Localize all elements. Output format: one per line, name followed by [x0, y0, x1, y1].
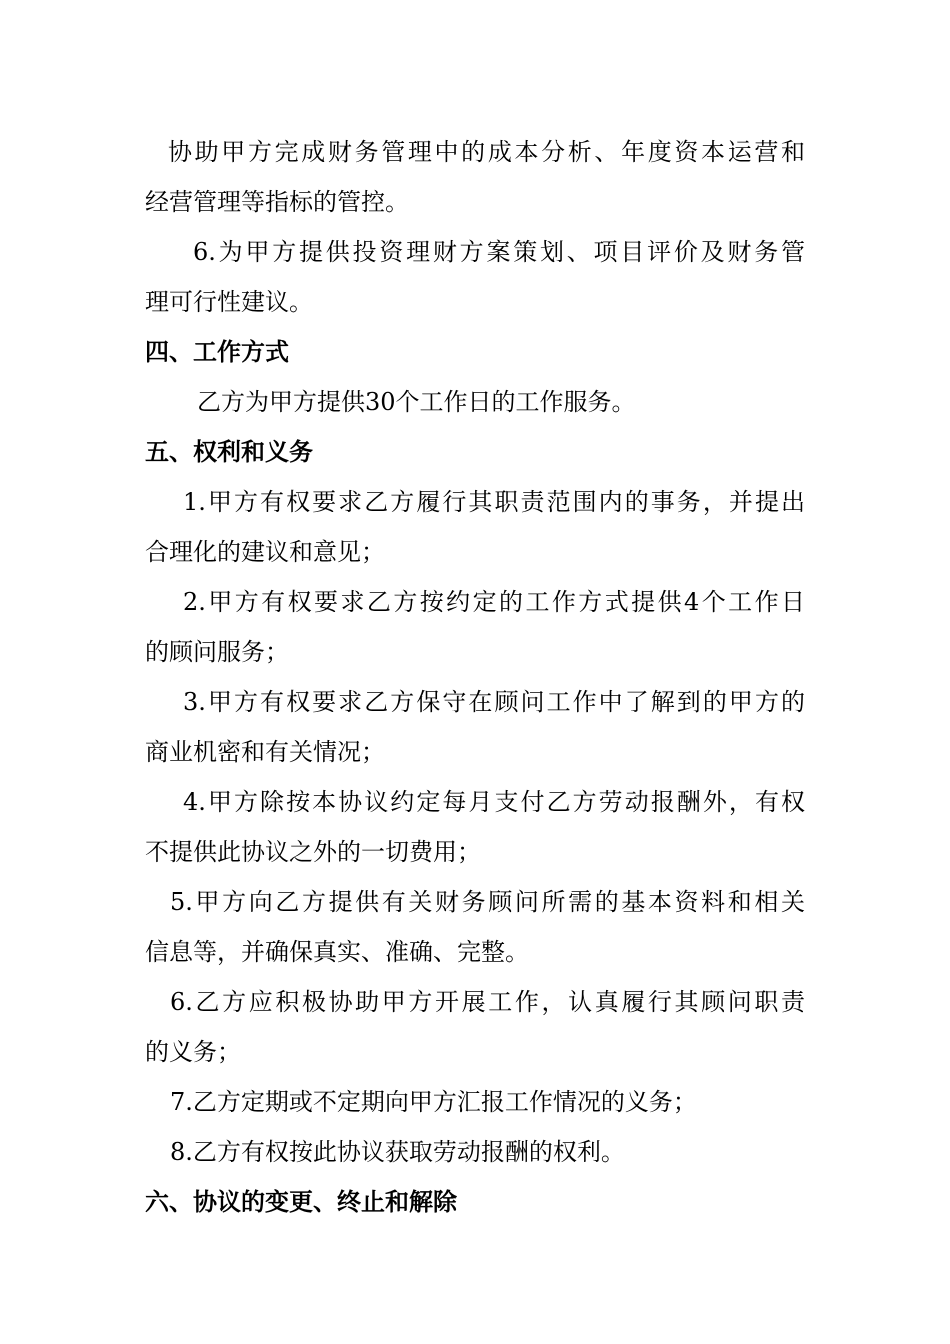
section-heading: 四、工作方式 [145, 337, 289, 366]
paragraph-line: 6.为甲方提供投资理财方案策划、项目评价及财务管 [193, 238, 805, 266]
paragraph-line: 5.甲方向乙方提供有关财务顾问所需的基本资料和相关 [170, 888, 805, 916]
paragraph-line: 2.甲方有权要求乙方按约定的工作方式提供4个工作日 [183, 588, 805, 616]
paragraph-line: 理可行性建议。 [145, 288, 313, 316]
paragraph-line: 合理化的建议和意见； [145, 538, 385, 566]
paragraph-line: 的顾问服务； [145, 638, 289, 666]
paragraph-line: 3.甲方有权要求乙方保守在顾问工作中了解到的甲方的 [183, 688, 805, 716]
paragraph-line: 6.乙方应积极协助甲方开展工作，认真履行其顾问职责 [170, 988, 805, 1016]
paragraph-line: 信息等，并确保真实、准确、完整。 [145, 938, 529, 966]
paragraph-line: 1.甲方有权要求乙方履行其职责范围内的事务，并提出 [183, 488, 805, 516]
paragraph-line: 8.乙方有权按此协议获取劳动报酬的权利。 [170, 1138, 625, 1166]
paragraph-line: 乙方为甲方提供30个工作日的工作服务。 [197, 388, 636, 416]
section-heading: 六、协议的变更、终止和解除 [145, 1187, 457, 1216]
paragraph-line: 商业机密和有关情况； [145, 738, 385, 766]
paragraph-line: 4.甲方除按本协议约定每月支付乙方劳动报酬外，有权 [183, 788, 805, 816]
section-heading: 五、权利和义务 [145, 437, 313, 466]
paragraph-line: 协助甲方完成财务管理中的成本分析、年度资本运营和 [168, 138, 805, 166]
paragraph-line: 的义务； [145, 1038, 241, 1066]
paragraph-line: 经营管理等指标的管控。 [145, 188, 409, 216]
paragraph-line: 不提供此协议之外的一切费用； [145, 838, 481, 866]
paragraph-line: 7.乙方定期或不定期向甲方汇报工作情况的义务； [170, 1088, 697, 1116]
